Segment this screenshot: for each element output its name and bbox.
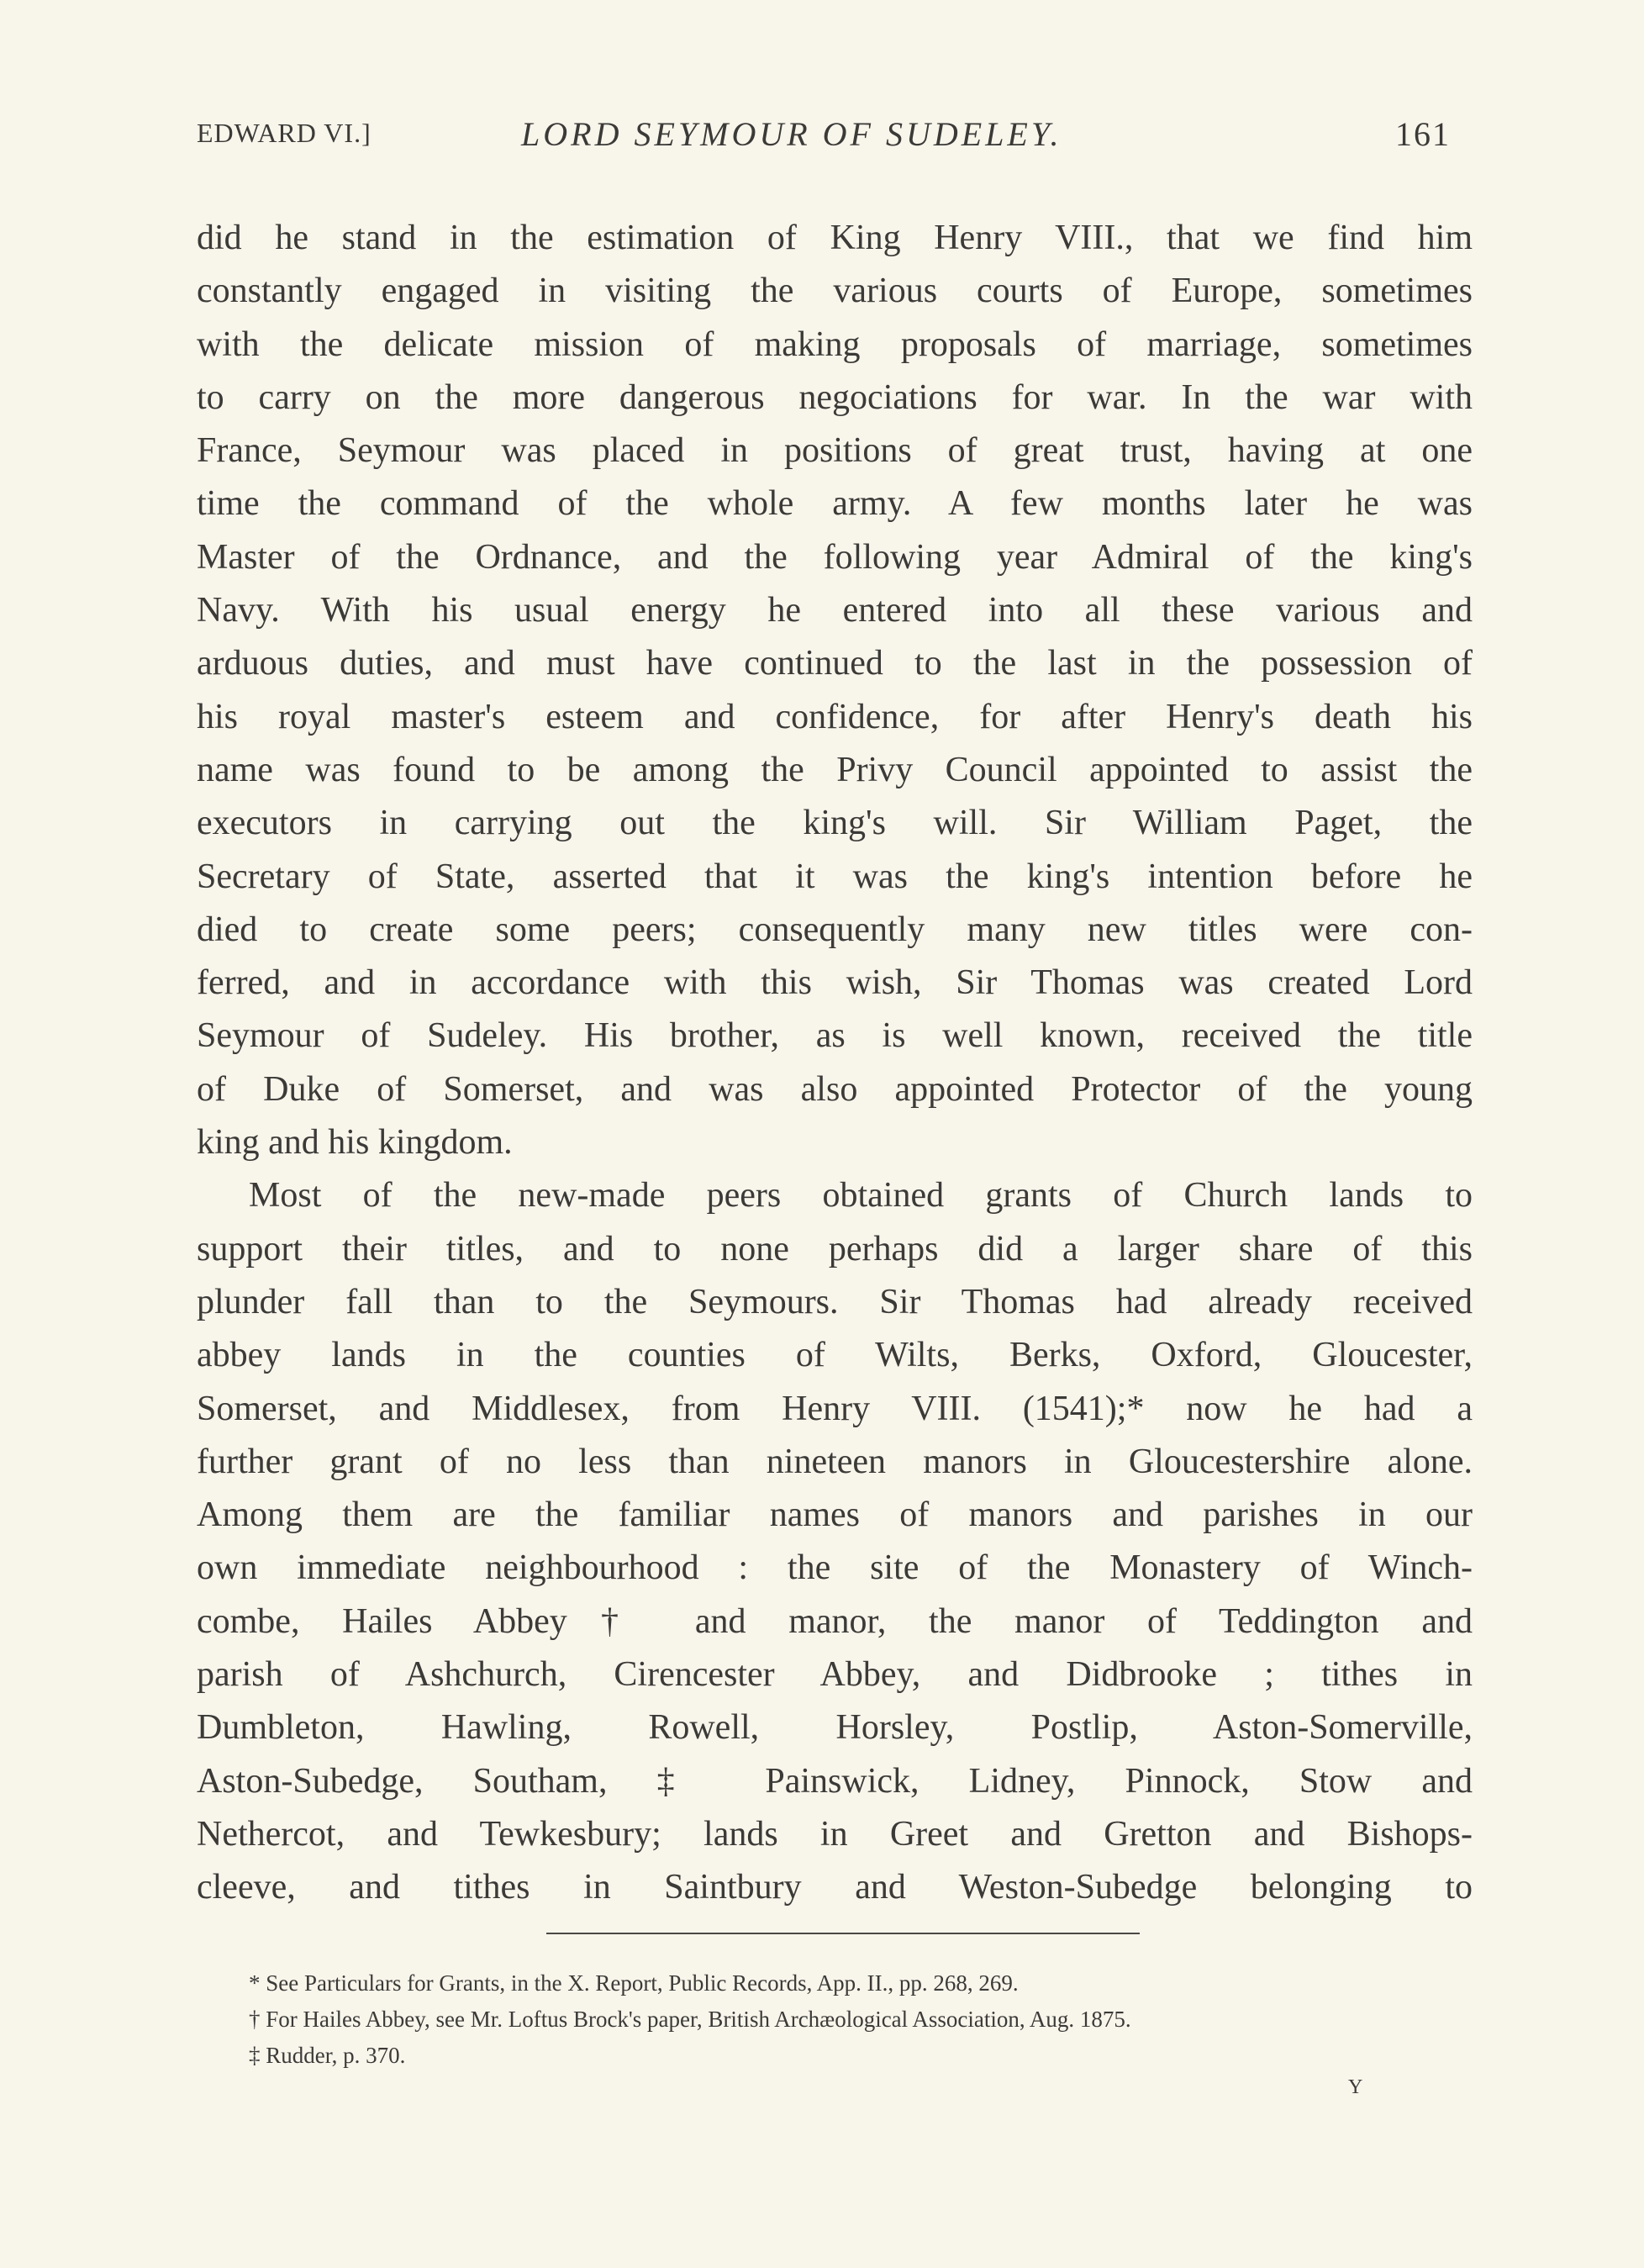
footnotes [249,1965,1131,2074]
text-line: name was found to be among the Privy Council appointed to assist the [197,750,1473,789]
text-line: his royal master's esteem and confidence, for after Henry's death his [197,697,1473,736]
text-line: Master of the Ordnance, and the following year Admiral of the king's [197,537,1473,577]
signature-mark: Y [1348,2076,1363,2098]
text-line: ferred, and in accordance with this wish, Sir Thomas was created Lord [197,963,1473,1003]
text-line: combe, Hailes Abbey† and manor, the manor of Teddington and [197,1601,1473,1641]
text-line: own immediate neighbourhood : the site of the Monastery of Winch- [197,1548,1473,1588]
text-line: constantly engaged in visiting the various courts of Europe, sometimes [197,272,1473,311]
text-line: Seymour of Sudeley. His brother, as is well known, received the title [197,1016,1473,1056]
text-line: time the command of the whole army. A few months later he was [197,484,1473,524]
footnote-dagger: † For Hailes Abbey, see Mr. Loftus Brock's paper, British Archæological Association, Aug. 1875. [249,2007,1131,2032]
footnote-asterisk: * See Particulars for Grants, in the X. Report, Public Records, App. II., pp. 268, 269. [249,1970,1019,1996]
text-line: king and his kingdom. [197,1123,513,1163]
body-text [197,212,1473,1915]
text-line: Navy. With his usual energy he entered into all these various and [197,591,1473,630]
text-line: Nethercot, and Tewkesbury; lands in Greet and Gretton and Bishops- [197,1814,1473,1854]
text-line: parish of Ashchurch, Cirencester Abbey, and Didbrooke ; tithes in [197,1655,1473,1695]
text-line: Dumbleton, Hawling, Rowell, Horsley, Postlip, Aston-Somerville, [197,1708,1473,1748]
text-line: plunder fall than to the Seymours. Sir Thomas had already received [197,1282,1473,1321]
text-line: with the delicate mission of making proposals of marriage, sometimes [197,324,1473,364]
text-line: cleeve, and tithes in Saintbury and Weston-Subedge belonging to [197,1868,1473,1907]
running-head-reign: EDWARD VI.] [197,118,371,148]
text-line: abbey lands in the counties of Wilts, Berks, Oxford, Gloucester, [197,1336,1473,1375]
running-head-title: LORD SEYMOUR OF SUDELEY. [521,115,1062,153]
text-line: Among them are the familiar names of manors and parishes in our [197,1495,1473,1535]
text-line: arduous duties, and must have continued to the last in the possession of [197,644,1473,683]
text-line: further grant of no less than nineteen manors in Gloucestershire alone. [197,1442,1473,1481]
text-line: did he stand in the estimation of King Henry VIII., that we find him [197,219,1473,257]
footnote-divider [546,1933,1140,1934]
text-line: Secretary of State, asserted that it was the king's intention before he [197,857,1473,896]
text-line: France, Seymour was placed in positions of great trust, having at one [197,431,1473,471]
text-line: Somerset, and Middlesex, from Henry VIII. (1541);* now he had a [197,1389,1473,1428]
text-line: Aston-Subedge, Southam, ‡ Painswick, Lidney, Pinnock, Stow and [197,1761,1473,1801]
text-line: executors in carrying out the king's will. Sir William Paget, the [197,804,1473,843]
text-line: died to create some peers; consequently many new titles were con- [197,910,1473,949]
text-line: support their titles, and to none perhaps did a larger share of this [197,1229,1473,1268]
page-number: 161 [1395,115,1451,153]
footnote-double-dagger: ‡ Rudder, p. 370. [249,2043,406,2068]
text-line: Most of the new-made peers obtained grants of Church lands to [249,1176,1473,1216]
text-line: of Duke of Somerset, and was also appointed Protector of the young [197,1069,1473,1109]
text-line: to carry on the more dangerous negociations for war. In the war with [197,377,1473,417]
